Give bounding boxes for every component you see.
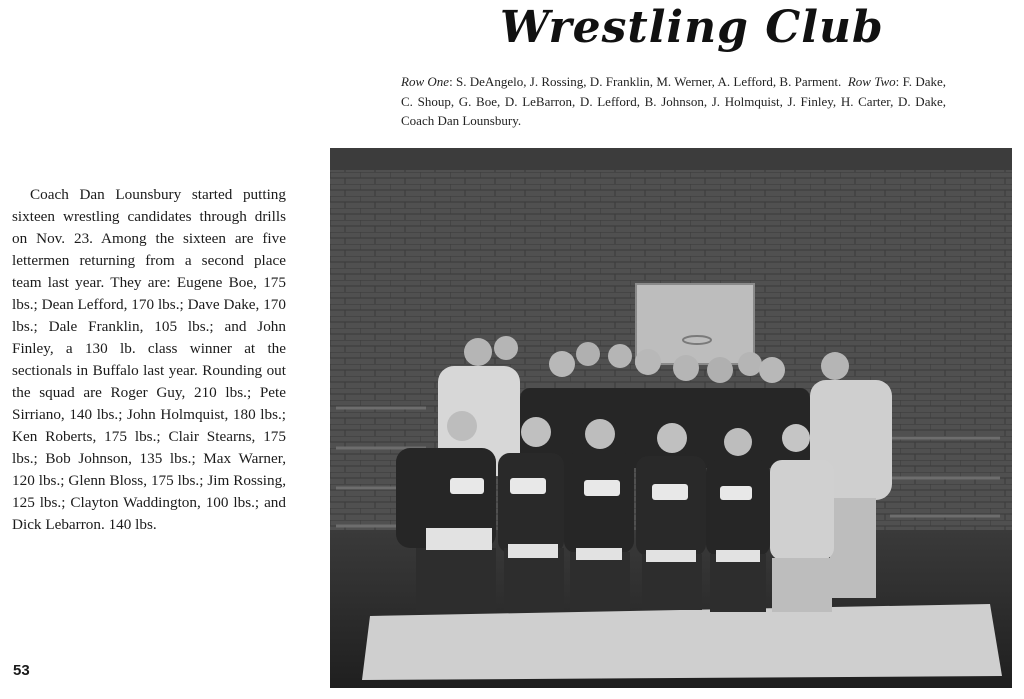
- row-one-names: S. DeAngelo, J. Rossing, D. Franklin, M. Werner, A. Lefford, B. Parment.: [456, 74, 842, 89]
- article-body: Coach Dan Lounsbury started putting sixteen wrestling candidates through drills on Nov. 23. Among the sixteen are five lettermen returning from a second place team last year. They are: Eugene Boe, 175 lbs.; Dean Lefford, 170 lbs.; Dave Dake, 170 lbs.; Dale Franklin, 105 lbs.; and John Finley, a 130 lb. class winner at the sectionals in Buffalo last year. Rounding out the squad are Roger Guy, 210 lbs.; Pete Sirriano, 140 lbs.; John Holmquist, 180 lbs.; Ken Roberts, 175 lbs.; Clair Stearns, 175 lbs.; Bob Johnson, 135 lbs.; Max Warner, 120 lbs.; Glenn Bloss, 175 lbs.; Jim Rossing, 125 lbs.; Clayton Waddington, 100 lbs.; and Dick Lebarron. 140 lbs.: [12, 186, 286, 533]
- wrestling-mat: [362, 604, 1002, 680]
- team-photo: [330, 148, 1012, 688]
- page-number: 53: [13, 662, 30, 679]
- row-two-label: Row Two: [847, 74, 896, 89]
- row-one-label: Row One: [401, 74, 450, 89]
- photo-caption: Row One: S. DeAngelo, J. Rossing, D. Franklin, M. Werner, A. Lefford, B. Parment. Row Two: F. Dake, C. Shoup, G. Boe, D. LeBarron, D. Lefford, B. Johnson, J. Holmquist, J. Finley, H. Carter, D. Dake, Coach Dan Lounsbury.: [401, 74, 947, 128]
- page-title: Wrestling Club: [500, 2, 884, 53]
- ceiling-band: [330, 148, 1012, 170]
- row-two-names: F. Dake, C. Shoup, G. Boe, D. LeBarron, D. Lefford, B. Johnson, J. Holmquist, J. Finley, H. Carter, D. Dake, Coach Dan Lounsbury.: [401, 74, 947, 128]
